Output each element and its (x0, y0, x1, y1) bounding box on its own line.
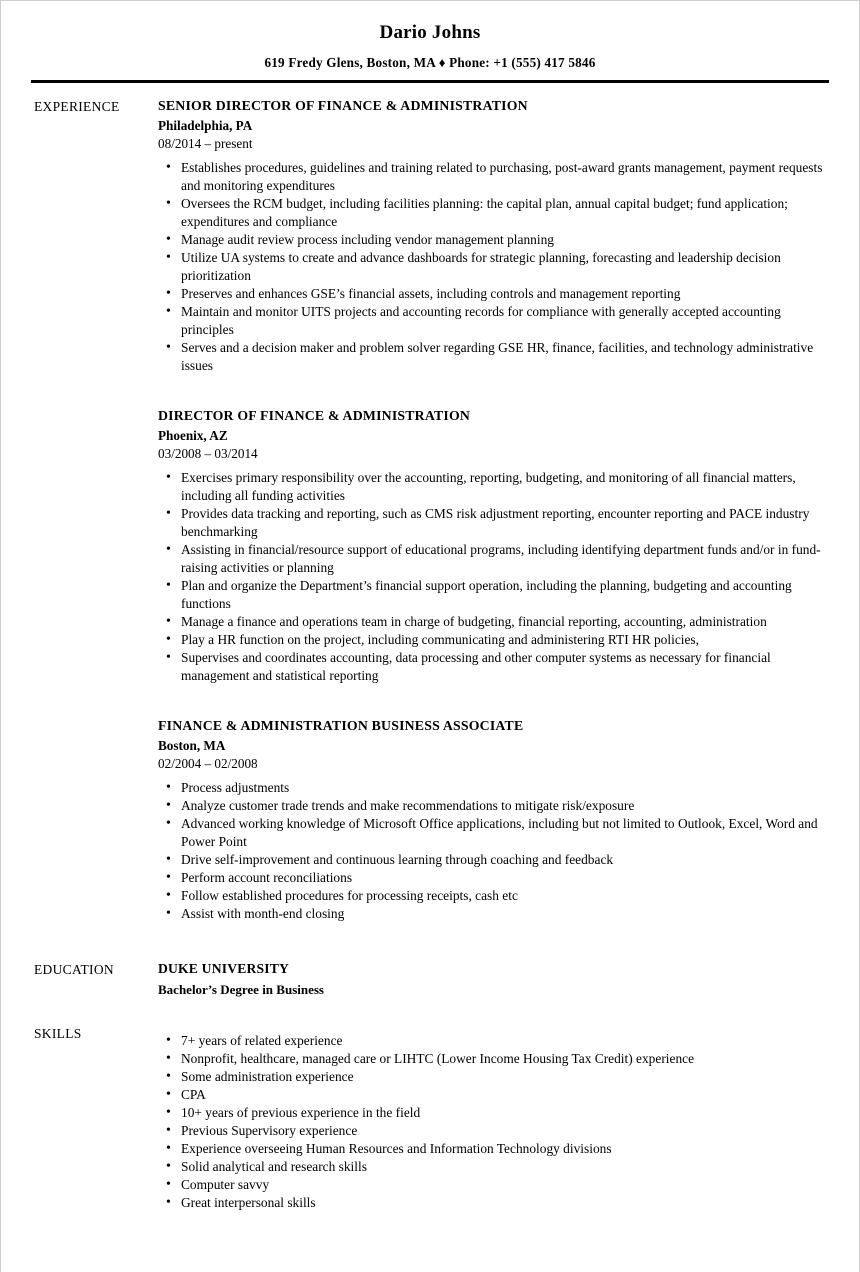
skills-section (1, 1025, 859, 1212)
skill-bullet: • CPA (158, 1086, 831, 1104)
job-bullet: • Exercises primary responsibility over the accounting, reporting, budgeting, and monitoring of all financial matters, including all funding activities (158, 469, 831, 505)
skill-bullet: • Great interpersonal skills (158, 1194, 831, 1212)
skill-bullet: • Experience overseeing Human Resources and Information Technology divisions (158, 1140, 831, 1158)
resume-page (1, 1, 859, 1272)
job-bullet: • Utilize UA systems to create and advance dashboards for strategic planning, forecasting and leadership decision prioritization (158, 249, 831, 285)
job-location: Philadelphia, PA (158, 118, 253, 133)
skill-bullet: • 7+ years of related experience (158, 1032, 831, 1050)
job-bullet: • Assist with month-end closing (158, 905, 831, 923)
skill-bullet: • Solid analytical and research skills (158, 1158, 831, 1176)
job-bullet: • Establishes procedures, guidelines and training related to purchasing, post-award grants management, payment requests and monitoring expenditures (158, 159, 831, 195)
candidate-name: Dario Johns (379, 22, 481, 43)
resume-body (1, 83, 859, 1212)
job-bullet: • Perform account reconciliations (158, 869, 831, 887)
skills-content (158, 1025, 831, 1212)
job-title: SENIOR DIRECTOR OF FINANCE & ADMINISTRATION (158, 98, 528, 113)
school-name: DUKE UNIVERSITY (158, 961, 290, 976)
section-label-skills: SKILLS (34, 1026, 82, 1041)
job-bullet: • Analyze customer trade trends and make recommendations to mitigate risk/exposure (158, 797, 831, 815)
job-bullet: • Preserves and enhances GSE’s financial assets, including controls and management reporting (158, 285, 831, 303)
skill-bullet: • 10+ years of previous experience in the field (158, 1104, 831, 1122)
job-title: FINANCE & ADMINISTRATION BUSINESS ASSOCIATE (158, 718, 524, 733)
contact-line: 619 Fredy Glens, Boston, MA ♦ Phone: +1 (555) 417 5846 (264, 55, 596, 70)
experience-section (1, 98, 859, 923)
job-bullet: • Follow established procedures for processing receipts, cash etc (158, 887, 831, 905)
job-entry (158, 718, 831, 923)
job-title: DIRECTOR OF FINANCE & ADMINISTRATION (158, 408, 471, 423)
education-section (1, 961, 859, 998)
job-dates: 08/2014 – present (158, 136, 253, 151)
job-bullet: • Assisting in financial/resource support of educational programs, including identifying department funds and/or in fund-raising activities or planning (158, 541, 831, 577)
resume-header (1, 22, 859, 71)
job-bullet-list (158, 779, 831, 923)
job-location: Phoenix, AZ (158, 428, 228, 443)
job-bullet: • Manage a finance and operations team in charge of budgeting, financial reporting, accounting, administration (158, 613, 831, 631)
degree-name: Bachelor’s Degree in Business (158, 982, 324, 997)
job-bullet: • Advanced working knowledge of Microsoft Office applications, including but not limited to Outlook, Excel, Word and Power Point (158, 815, 831, 851)
job-location: Boston, MA (158, 738, 226, 753)
job-bullet: • Play a HR function on the project, including communicating and administering RTI HR policies, (158, 631, 831, 649)
skill-bullet: • Nonprofit, healthcare, managed care or LIHTC (Lower Income Housing Tax Credit) experience (158, 1050, 831, 1068)
section-label-experience: EXPERIENCE (34, 99, 120, 114)
job-bullet: • Drive self-improvement and continuous learning through coaching and feedback (158, 851, 831, 869)
experience-jobs (158, 98, 831, 923)
job-bullet: • Manage audit review process including vendor management planning (158, 231, 831, 249)
job-dates: 03/2008 – 03/2014 (158, 446, 258, 461)
job-bullet: • Plan and organize the Department’s financial support operation, including the planning, budgeting and accounting functions (158, 577, 831, 613)
job-dates: 02/2004 – 02/2008 (158, 756, 258, 771)
skill-bullet: • Some administration experience (158, 1068, 831, 1086)
job-bullet: • Provides data tracking and reporting, such as CMS risk adjustment reporting, encounter reporting and PACE industry benchmarking (158, 505, 831, 541)
education-content (158, 961, 831, 998)
job-bullet: • Serves and a decision maker and problem solver regarding GSE HR, finance, facilities, and technology administrative issues (158, 339, 831, 375)
section-label-education: EDUCATION (34, 962, 114, 977)
job-bullet-list (158, 469, 831, 685)
skill-bullet: • Previous Supervisory experience (158, 1122, 831, 1140)
job-bullet-list (158, 159, 831, 375)
skills-list (158, 1032, 831, 1212)
skill-bullet: • Computer savvy (158, 1176, 831, 1194)
job-bullet: • Process adjustments (158, 779, 831, 797)
job-entry (158, 408, 831, 685)
job-entry (158, 98, 831, 375)
job-bullet: • Oversees the RCM budget, including facilities planning: the capital plan, annual capital budget; fund application; expenditures and compliance (158, 195, 831, 231)
job-bullet: • Maintain and monitor UITS projects and accounting records for compliance with generally accepted accounting principles (158, 303, 831, 339)
job-bullet: • Supervises and coordinates accounting, data processing and other computer systems as necessary for financial management and statistical reporting (158, 649, 831, 685)
